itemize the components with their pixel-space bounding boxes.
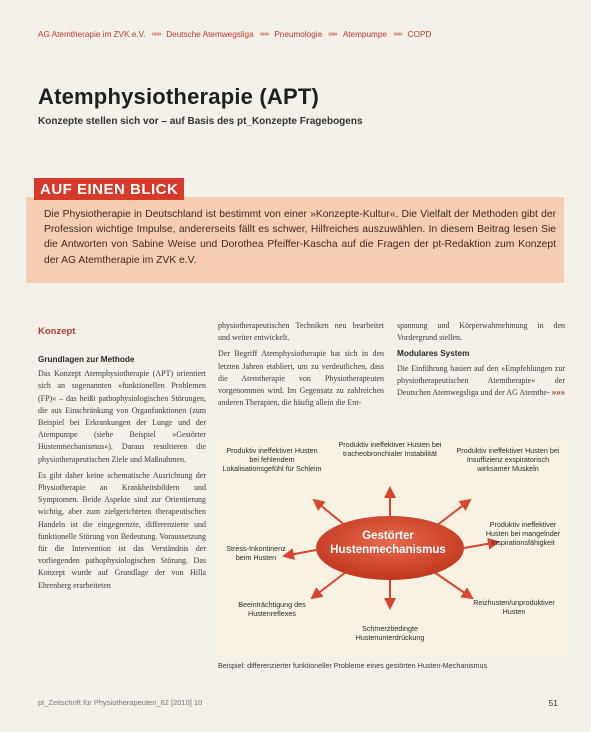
section-heading: Konzept: [38, 326, 76, 337]
center-label-line-2: Hustenmechanismus: [330, 544, 446, 556]
column-3-paragraph-2: [397, 363, 565, 400]
continue-arrow-link[interactable]: »»»: [551, 388, 565, 398]
column-2-paragraph-1: physiotherapeutischen Techniken neu bearbeitet und weiter entwickelt.: [218, 321, 384, 343]
cough-mechanism-diagram: [218, 438, 566, 656]
arrow-top-left: [314, 500, 346, 526]
diagram-label-bottom: Schmerzbedingte Hustenunterdrückung: [355, 624, 425, 642]
column-3-text: Die Einführung basiert auf den »Empfehlungen zur physiotherapeutischen Atemtherapie« der Deutschen Atemwegsliga und der AG Atemthe-: [397, 363, 565, 398]
footer-journal: pt_Zeitschrift für Physiotherapeuten_62 [2010] 10: [38, 698, 203, 707]
diagram-label-top-left: Produktiv ineffektiver Husten bei fehlendem Lokalisationsgefühl für Schleim: [222, 446, 322, 473]
glance-text: Die Physiotherapie in Deutschland ist bestimmt von einer »Konzepte-Kultur«. Die Vielfalt der Methoden gibt der Profession wichtige Impulse, andererseits fällt es schwer, Hilfreiches auszuwählen. In diesem Beitrag lesen Sie die Antworten von Sabine Weise und Dorothea Pfeiffer-Kascha auf die Fragen der pt-Redaktion zum Konzept der AG Atemtherapie im ZVK e.V.: [44, 209, 556, 266]
diagram-center-label: [316, 529, 460, 557]
nav-item-pneumologie[interactable]: Pneumologie: [274, 30, 323, 39]
arrow-bottom-right: [434, 572, 472, 598]
column-3-paragraph-1: spannung und Körperwahrnehmung in den Vordergrund stellen.: [397, 321, 565, 343]
column-1: [38, 354, 206, 596]
diagram-label-top: Produktiv ineffektiver Husten bei tracheobronchialer Instabilität: [338, 440, 442, 458]
nav-item-atemwegsliga[interactable]: Deutsche Atemwegsliga: [166, 30, 254, 39]
column-3-subheading: Modulares System: [397, 349, 470, 359]
top-navigation: [38, 30, 558, 39]
diagram-label-top-right: Produktiv ineffektiver Husten bei Insuffizienz exspiratorisch wirksamer Muskeln: [456, 446, 560, 473]
column-2-paragraph-2: Der Begriff Atemphysiotherapie hat sich in den letzten Jahren etabliert, um zu verdeutlichen, dass die Atemtherapie von Physiotherapeuten vorgenommen wird. Im Gegensatz zu zahlreichen anderen Therapien, die häufig allein die Ent-: [218, 349, 384, 408]
nav-item-atempumpe[interactable]: Atempumpe: [342, 30, 387, 39]
diagram-label-left: Stress-Inkontinenz beim Husten: [226, 544, 286, 562]
nav-separator: »»»: [259, 31, 269, 38]
nav-separator: »»»: [328, 31, 337, 38]
diagram-label-bottom-right: Reizhusten/unproduktiver Husten: [473, 598, 555, 616]
arrow-bottom-left: [312, 572, 346, 598]
column-1-subheading: Grundlagen zur Methode: [38, 355, 135, 364]
column-1-paragraph-1: Das Konzept Atemphysiotherapie (APT) orientiert sich an sogenannten »funktionellen Problemen (FP)« – das heißt pathophysiologischen Störungen, die aus Einschränkung von Organfunktionen (zum Beispiel bei Erkrankungen der Lunge und der Atempumpe (siehe Beispiel »Gestörter Hustenmechanismus«). Daraus resultieren die physiotherapeutischen Ziele und Maßnahmen.: [38, 369, 206, 464]
article-subtitle: Konzepte stellen sich vor – auf Basis des pt_Konzepte Fragebogens: [38, 116, 363, 127]
nav-item-ag[interactable]: AG Atemtherapie im ZVK e.V.: [38, 30, 146, 39]
glance-label: AUF EINEN BLICK: [34, 178, 184, 200]
diagram-label-right: Produktiv ineffektiver Husten bei mangelnder Inspirationsfähigkeit: [485, 520, 561, 547]
diagram-label-bottom-left: Beeinträchtigung des Hustenreflexes: [238, 600, 306, 618]
article-title: Atemphysiotherapie (APT): [38, 84, 320, 109]
diagram-caption: Beispiel: differenzierter funktioneller Probleme eines gestörten Husten-Mechanismus: [218, 661, 488, 670]
column-3: [397, 320, 565, 403]
page-number: 51: [548, 698, 558, 708]
center-label-line-1: Gestörter: [362, 530, 414, 542]
column-1-paragraph-2: Es gibt daher keine schematische Ausrichtung der Physiotherapie an Krankheitsbildern und Symptomen. Beide Aspekte sind zur Orientierung wichtig, aber zum zielgerichteten therapeutischen Handeln ist die eingegrenzte, differenzierte und funktionelle Störung von Bedeutung. Voraussetzung für die Intervention ist das Verständnis der vorliegenden pathophysiologischen Störung. Das Konzept wurde auf Grundlage der von Hilla Ehrenberg erarbeiteten: [38, 470, 206, 590]
nav-separator: »»»: [392, 31, 402, 38]
arrow-top-right: [436, 500, 470, 526]
column-2: [218, 320, 384, 413]
nav-separator: »»»: [151, 31, 161, 38]
nav-item-copd[interactable]: COPD: [407, 30, 432, 39]
page-footer: [38, 698, 558, 708]
